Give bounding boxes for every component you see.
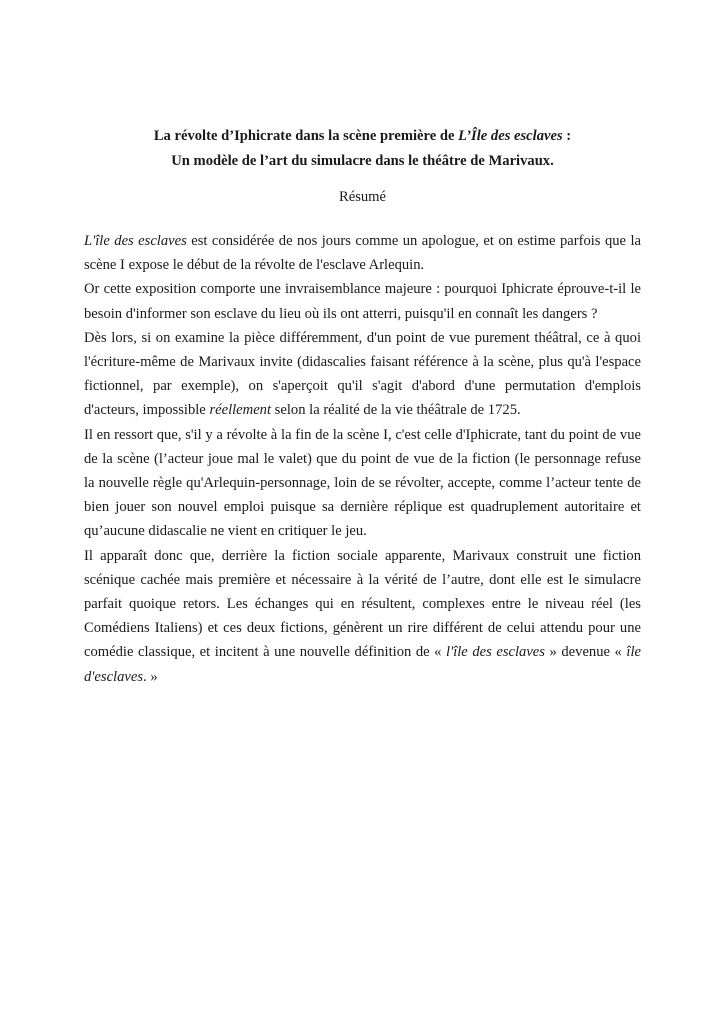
paragraph-5-italic-a: l'île des esclaves [446,644,545,661]
paragraph-1-italic: L'île des esclaves [84,233,187,249]
section-heading-resume: Résumé [338,189,387,205]
paragraph-2-text: Or cette exposition comporte une invraisemblance majeure : pourquoi Iphicrate éprouve-t-il le besoin d'informer son esclave du lieu où ils ont atterri, puisqu'il en connaît les dangers ? [84,281,641,322]
document-title [84,124,641,174]
paragraph-1-text: est considérée de nos jours comme un apologue, et on estime parfois que la scène I expose le début de la révolte de l'esclave Arlequin. [84,233,641,274]
paragraph-5-text-a: Il apparaît donc que, derrière la fiction sociale apparente, Marivaux construit une fiction scénique cachée mais première et nécessaire à la vérité de l’autre, dont elle est le simulacre parfait quoique retors. Les échanges qui en résultent, complexes entre le niveau réel (les Comédiens Italiens) et ces deux fictions, génèrent un rire différent de celui attendu pour une comédie classique, et incitent à une nouvelle définition de « [84,547,641,661]
paragraph-5-italic-b: île d'esclaves [84,644,641,685]
paragraph-3 [84,326,641,423]
title-play-name: L’Île des esclaves [458,128,563,144]
paragraph-5-text-c: . » [143,668,158,685]
paragraph-5 [84,544,641,689]
document-page [84,124,641,689]
paragraph-3-text-a: Dès lors, si on examine la pièce différemment, d'un point de vue purement théâtral, ce à quoi l'écriture-même de Marivaux invite (didascalies faisant référence à la scène, plus qu'à l'espace fictionnel, par exemple), on s'aperçoit qu'il s'agit d'abord d'une permutation d'emplois d'acteurs, impossible [84,329,641,419]
paragraph-4 [84,423,641,544]
paragraph-3-italic: réellement [209,402,272,419]
title-line2: Un modèle de l’art du simulacre dans le théâtre de Marivaux. [171,153,554,169]
title-line1-colon: : [562,128,572,144]
paragraph-1 [84,229,641,277]
paragraph-5-text-b: » devenue « [544,644,627,661]
abstract-body [84,229,641,689]
paragraph-3-text-b: selon la réalité de la vie théâtrale de 1725. [271,402,521,419]
title-line1-text: La révolte d’Iphicrate dans la scène première de [153,128,459,144]
paragraph-4-text: Il en ressort que, s'il y a révolte à la fin de la scène I, c'est celle d'Iphicrate, tant du point de vue de la scène (l’acteur joue mal le valet) que du point de vue de la fiction (le personnage refuse la nouvelle règle qu'Arlequin-personnage, loin de se révolter, accepte, comme l’acteur tente de bien jouer son nouvel emploi puisque sa dernière réplique est quadruplement autoritaire et qu’aucune didascalie ne vient en critiquer le jeu. [84,426,641,540]
paragraph-2 [84,277,641,325]
